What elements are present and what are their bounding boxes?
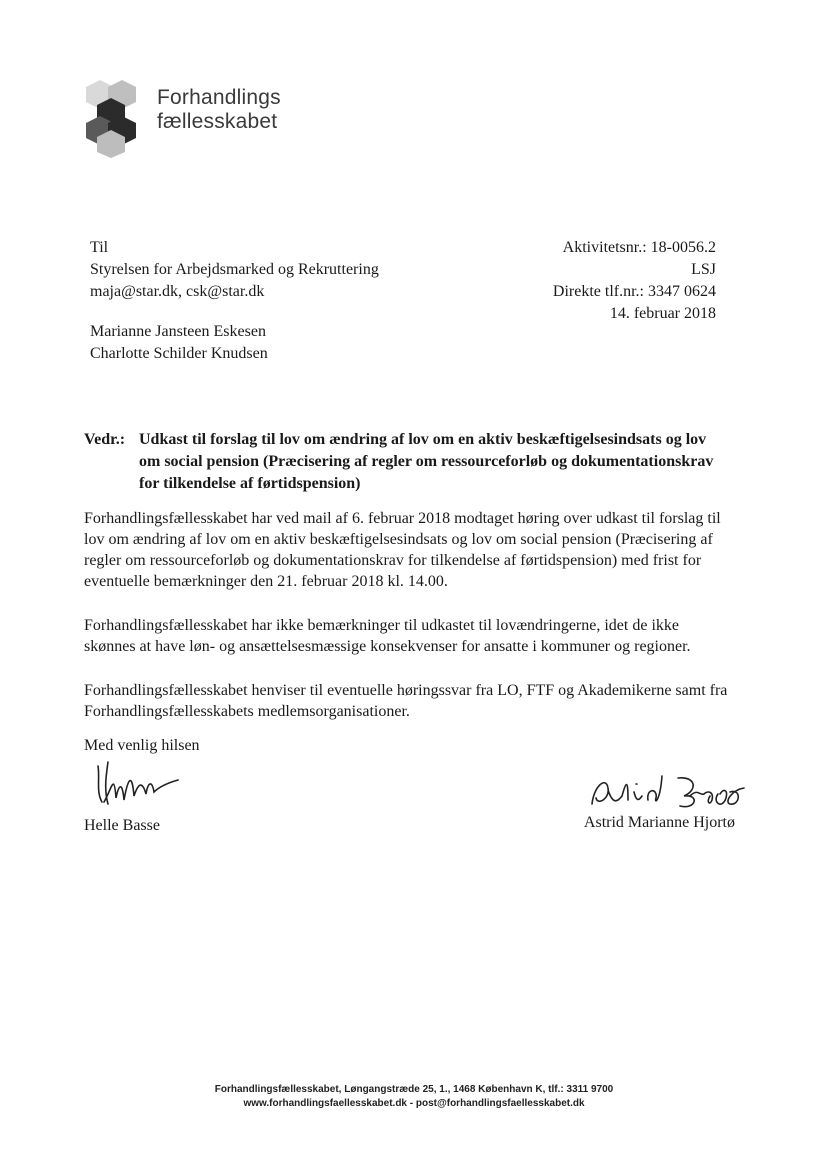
footer — [0, 1083, 828, 1111]
recipient-to: Til — [90, 239, 109, 256]
logo-line-2: fællesskabet — [157, 110, 278, 133]
subject-label: Vedr.: — [84, 431, 126, 448]
recipient-block — [90, 237, 379, 365]
signature-left — [92, 758, 182, 810]
organization-logo — [84, 78, 324, 158]
subject-text: Udkast til forslag til lov om ændring af lov om en aktiv beskæftigelsesindsats og lov om social pension (Præcisering af regler om ressourceforløb og dokumentationskrav for tilkendelse af førtidspension) — [139, 431, 714, 492]
recipient-contact: Charlotte Schilder Knudsen — [90, 345, 268, 362]
body-paragraph: Forhandlingsfællesskabet har ikke bemærkninger til udkastet til lovændringerne, idet de ikke skønnes at have løn- og ansættelsesmæssige konsekvenser for ansatte i kommuner og regioner. — [84, 617, 691, 655]
logo-wordmark — [157, 86, 281, 134]
hexagon-logo-icon — [84, 78, 144, 158]
recipient-contact: Marianne Jansteen Eskesen — [90, 323, 266, 340]
author-initials: LSJ — [691, 261, 716, 278]
activity-number: Aktivitetsnr.: 18-0056.2 — [562, 239, 716, 256]
body-paragraph: Forhandlingsfællesskabet henviser til eventuelle høringssvar fra LO, FTF og Akademikerne samt fra Forhandlingsfællesskabets medlemsorganisationer. — [84, 682, 728, 720]
footer-address: Forhandlingsfællesskabet, Løngangstræde 25, 1., 1468 København K, tlf.: 3311 9700 — [214, 1084, 614, 1095]
signer-name-left: Helle Basse — [84, 817, 160, 834]
body-paragraph: Forhandlingsfællesskabet har ved mail af 6. februar 2018 modtaget høring over udkast til forslag til lov om ændring af lov om en aktiv beskæftigelsesindsats og lov om social pension (Præcisering af regler om ressourceforløb og dokumentationskrav for tilkendelse af førtidspension) med frist for eventuelle bemærkninger den 21. februar 2018 kl. 14.00. — [84, 510, 721, 590]
closing-greeting: Med venlig hilsen — [84, 737, 200, 754]
logo-line-1: Forhandlings — [157, 86, 281, 109]
direct-phone: Direkte tlf.nr.: 3347 0624 — [552, 283, 716, 300]
reference-block — [553, 237, 716, 325]
signature-right — [586, 770, 756, 820]
letter-body — [84, 508, 734, 745]
recipient-emails: maja@star.dk, csk@star.dk — [90, 283, 265, 300]
recipient-organization: Styrelsen for Arbejdsmarked og Rekruttering — [90, 261, 379, 278]
footer-web-email: www.forhandlingsfaellesskabet.dk - post@forhandlingsfaellesskabet.dk — [243, 1098, 585, 1109]
letter-date: 14. februar 2018 — [609, 305, 716, 322]
signer-name-right: Astrid Marianne Hjortø — [583, 814, 735, 831]
